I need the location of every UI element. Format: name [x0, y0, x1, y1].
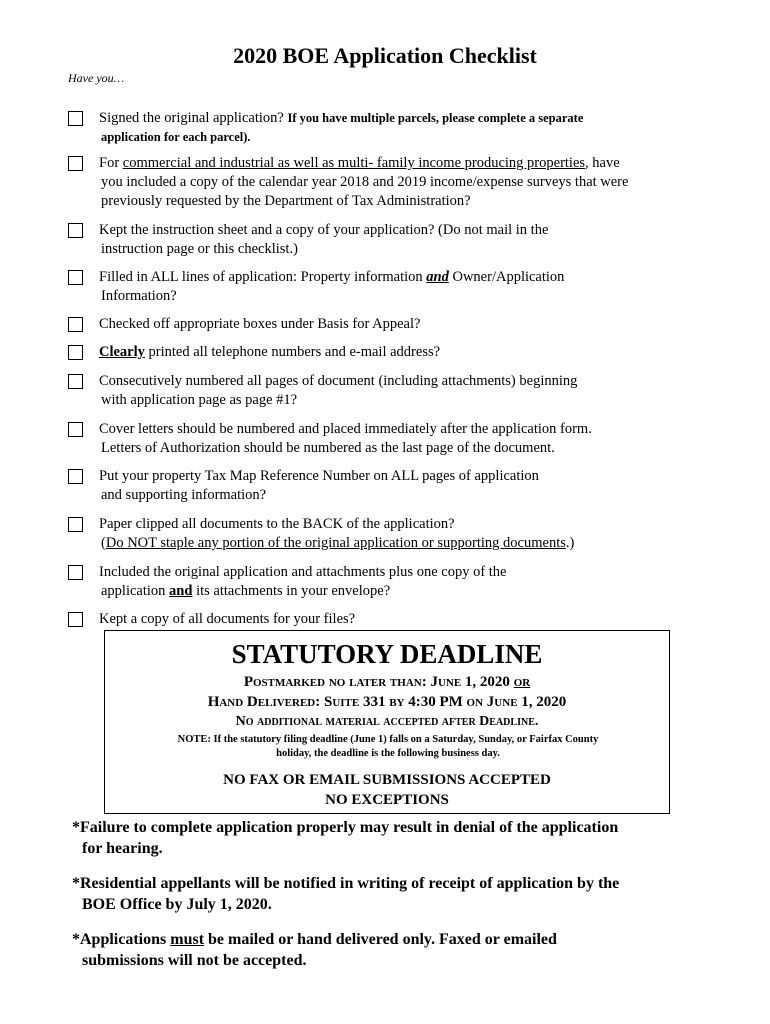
checklist-item-text: Kept the instruction sheet and a copy of your application? (Do not mail in the instruction page or this checklist.) — [99, 222, 549, 257]
checkbox[interactable] — [68, 612, 83, 627]
checklist-item-text: Filled in ALL lines of application: Property information and Owner/Application Information? — [99, 269, 565, 304]
deadline-note: NOTE: If the statutory filing deadline (June 1) falls on a Saturday, Sunday, or Fairfax County holiday, the deadline is the following business day. — [177, 734, 599, 759]
checkbox[interactable] — [68, 374, 83, 389]
checklist-item-text: Paper clipped all documents to the BACK of the application? (Do NOT staple any portion of the original application or supporting documents.) — [99, 516, 575, 551]
checklist-item-text: Consecutively numbered all pages of document (including attachments) beginning with application page as page #1? — [99, 373, 578, 408]
checklist-item-text: Checked off appropriate boxes under Basis for Appeal? — [99, 316, 421, 332]
deadline-no-fax: NO FAX OR EMAIL SUBMISSIONS ACCEPTED NO EXCEPTIONS — [223, 772, 551, 808]
checklist-item-text: Signed the original application? If you have multiple parcels, please complete a separate application for each parcel). — [99, 110, 584, 144]
checklist-item-text: Clearly printed all telephone numbers and e-mail address? — [99, 344, 441, 360]
statutory-deadline-box — [104, 630, 670, 814]
page-subtitle: Have you… — [68, 71, 125, 85]
page-title: 2020 BOE Application Checklist — [233, 43, 537, 68]
checkbox[interactable] — [68, 345, 83, 360]
footnote-failure: *Failure to complete application properly may result in denial of the application for hearing. — [72, 819, 619, 857]
checklist-item-text: For commercial and industrial as well as multi- family income producing properties, have you included a copy of the calendar year 2018 and 2019 income/expense surveys that were previously requested by the Department of Tax Administration? — [99, 155, 629, 209]
deadline-no-additional: No additional material accepted after Deadline. — [235, 714, 539, 729]
deadline-postmark: Postmarked no later than: June 1, 2020 or — [243, 674, 531, 690]
footnote-applications: *Applications must be mailed or hand delivered only. Faxed or emailed submissions will not be accepted. — [72, 931, 557, 969]
checkbox[interactable] — [68, 517, 83, 532]
checklist-item-text: Cover letters should be numbered and placed immediately after the application form. Letters of Authorization should be numbered as the last page of the document. — [99, 421, 592, 456]
footnote-residential: *Residential appellants will be notified in writing of receipt of application by the BOE Office by July 1, 2020. — [72, 875, 620, 913]
checkbox[interactable] — [68, 422, 83, 437]
checkbox[interactable] — [68, 111, 83, 126]
checkbox[interactable] — [68, 223, 83, 238]
checklist-item-text: Kept a copy of all documents for your files? — [99, 611, 356, 627]
checklist-item-text: Put your property Tax Map Reference Number on ALL pages of application and supporting information? — [99, 468, 539, 503]
checkbox[interactable] — [68, 565, 83, 580]
checkbox[interactable] — [68, 317, 83, 332]
checkbox[interactable] — [68, 270, 83, 285]
deadline-hand-delivered: Hand Delivered: Suite 331 by 4:30 PM on June 1, 2020 — [207, 694, 567, 710]
checkbox[interactable] — [68, 156, 83, 171]
checklist-item-text: Included the original application and attachments plus one copy of the application and its attachments in your envelope? — [99, 564, 507, 599]
deadline-title: STATUTORY DEADLINE — [231, 639, 543, 669]
checkbox[interactable] — [68, 469, 83, 484]
